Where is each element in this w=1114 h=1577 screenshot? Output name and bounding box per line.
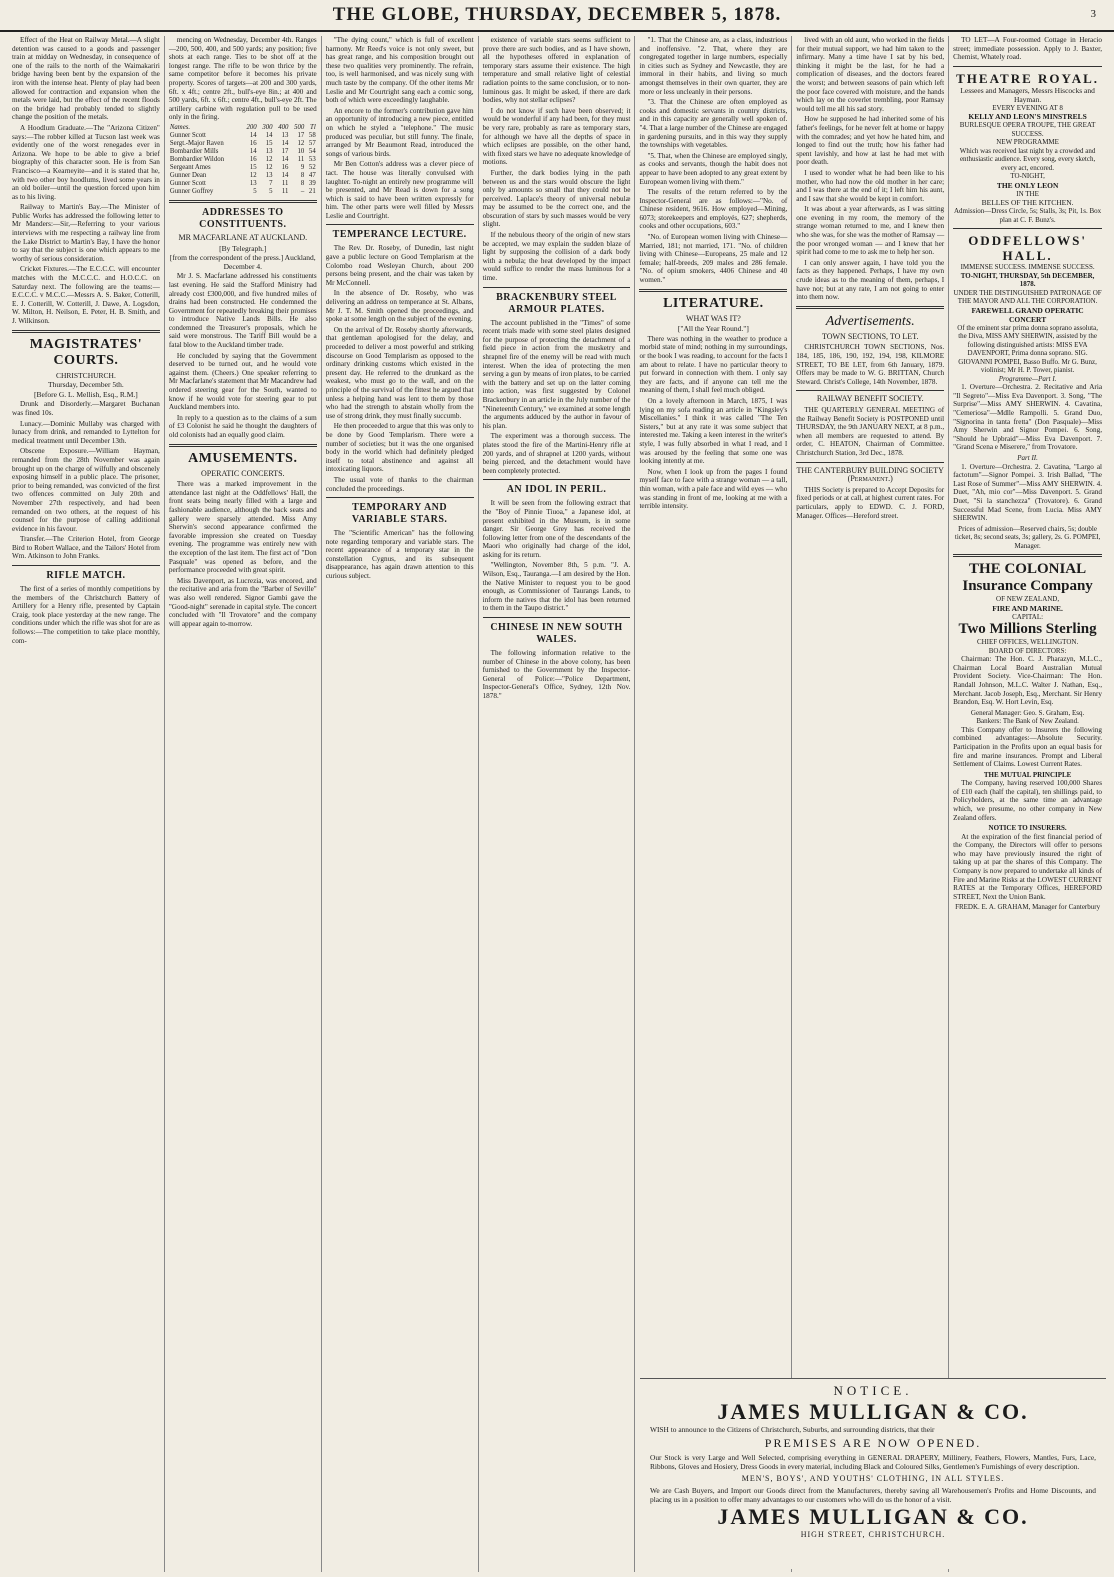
section-heading: AMUSEMENTS.	[188, 450, 298, 466]
ad-text: THIS Society is prepared to Accept Deposits for fixed periods or at call, at highest current rates. For particulars, apply to EDWD. C. J. FORD, Manager. Offices—Hereford street.	[796, 485, 945, 520]
article-paragraph: He concluded by saying that the Government deserved to be turned out, and he would vote against them. (Cheers.) One speaker referring to Mr Macfarlane's statement that Mr Macandrew had ordered steering gear for the South, wanted to know if he would vote for steering gear to put Auckland members into.	[168, 351, 317, 412]
score-cell: 7	[269, 179, 273, 187]
score-cell: 400	[278, 123, 289, 131]
colonial-offices: CHIEF OFFICES, WELLINGTON.	[976, 638, 1079, 647]
ad-heading: THE CANTERBURY BUILDING SOCIETY (Permanent.)	[796, 465, 944, 484]
article-paragraph: Lunacy.—Dominic Mullaby was charged with lunacy from drink, and remanded to Lyttelton for medical treatment until December 13th.	[12, 419, 160, 445]
article-paragraph: Further, the dark bodies lying in the path between us and the stars would obscure the light only by amounts so small that they could not be perceived. Laplace's theory of universal nebulæ may be assumed to be the correct one, and the obscuration of stars by such masses would be very slight.	[482, 168, 631, 229]
ad-heading: RAILWAY BENEFIT SOCIETY.	[816, 394, 924, 404]
score-name-cell: Sergt.-Major Raven	[169, 139, 224, 147]
article-paragraph: mencing on Wednesday, December 4th. Ranges—200, 500, 400, and 500 yards; any position; five shots at each range. Ties to be shot off at the longest range. The rifle to be won thrice by the same competitor before it becomes his private property. Scores of targets—at 200 and 300 yards, 6ft. x 4ft.; centre 2ft., bull's-eye 8in.; at 400 and 500 yards, 6ft. x 6ft.; centre 4ft., bull's-eye 2ft. The artillery carbine with regulation pull to be used only in the firing.	[168, 36, 317, 122]
divider	[12, 565, 160, 566]
divider	[483, 287, 631, 288]
score-header-row	[169, 124, 317, 132]
score-cell: 13	[265, 147, 273, 155]
article-paragraph: "The dying count," which is full of excellent harmony. Mr Reed's voice is not only sweet, but has great range, and his composition brought out these two qualities very prominently. The refrain, too, is well harmonised, and was nicely sung with much taste by the company. Of the other items Mr Leslie and Mr Courtright sang each a comic song, both of which were exceedingly laughable.	[325, 36, 474, 105]
score-cell: 300	[262, 123, 273, 131]
article-paragraph: How he supposed he had inherited some of his father's feelings, for he never felt at home or happy with the comrades; and yet how he hated him, and longed to find out the truth; how his father had spent lavishly, and how at last he had met with poor death.	[796, 115, 945, 167]
score-row	[169, 172, 317, 180]
colonial-manager: General Manager: Geo. S. Graham, Esq.	[970, 708, 1085, 717]
score-cell: 15	[265, 139, 273, 147]
article-paragraph: existence of variable stars seems sufficient to prove there are such bodies, and as I have shown, all the hypotheses offered in explanation of temporary stars assume their existence. The high temperature and small relative light of celestial radiation points to the same conclusion, or to non-luminous gas. It might be asked, if there are dark bodies, why not stellar eclipses?	[482, 36, 631, 105]
score-cell: 14	[281, 155, 289, 163]
score-cell: 21	[308, 187, 316, 195]
score-cell: 8	[300, 171, 305, 179]
article-paragraph: Effect of the Heat on Railway Metal.—A slight detention was caused to a goods and passenger train at midday on Wednesday, in consequence of one of the rails to the north of the Waimakariri bridge having been bent by the expansion of the iron with the intense heat. Plenty of play had been allowed for contraction and expansion when the metals were laid, but the effect of the recent floods on the bridge had probably tended to slightly change the position of the metals.	[12, 36, 160, 122]
notice-clothing: MEN'S, BOYS', AND YOUTHS' CLOTHING, IN ALL STYLES.	[741, 1474, 1005, 1483]
article-paragraph: The results of the return referred to by the Inspector-General are as follows:—"No. of Chinese resident, 9616. How employed—Mining, 6073; storekeepers and employés, 627; shepherds, cooks and other occupations, 603."	[639, 188, 788, 231]
theatre-title: THEATRE ROYAL.	[956, 70, 1100, 86]
notice-text: WISH to announce to the Citizens of Christchurch, Suburbs, and surrounding districts, that their	[650, 1425, 935, 1434]
score-cell: 11	[297, 155, 305, 163]
score-name-cell: Sergeant Ames	[169, 163, 211, 171]
divider	[326, 497, 474, 498]
ad-heading: TOWN SECTIONS, TO LET.	[821, 331, 919, 341]
score-row	[169, 132, 317, 140]
score-name-cell: Gunner Goffrey	[169, 187, 214, 195]
score-row	[169, 180, 317, 188]
colonial-mutual: THE MUTUAL PRINCIPLE	[983, 770, 1072, 779]
date-line: Thursday, December 5th.	[48, 380, 124, 390]
article-paragraph: The usual vote of thanks to the chairman concluded the proceedings.	[325, 475, 474, 493]
article-paragraph: Drunk and Disorderly.—Margaret Buchanan was fined 10s.	[12, 400, 160, 417]
score-cell: 5	[269, 187, 273, 195]
divider	[169, 200, 317, 203]
score-cell: 17	[281, 147, 289, 155]
source-line: ["All the Year Round."]	[677, 324, 749, 334]
colonial-two-millions: Two Millions Sterling	[958, 621, 1097, 638]
bench-line: [Before G. L. Mellish, Esq., R.M.]	[34, 389, 138, 399]
article-paragraph: In the absence of Dr. Roseby, who was delivering an address on temperance at St. Albans, Mr J. T. M. Smith opened the proceedings, and spoke at some length on the subject of the evening.	[325, 289, 474, 324]
score-cell: 8	[300, 179, 305, 187]
divider	[953, 554, 1102, 557]
score-cell: 500	[294, 123, 305, 131]
column-5	[635, 36, 792, 1572]
place-line: CHRISTCHURCH.	[56, 370, 116, 380]
divider	[796, 462, 944, 463]
article-paragraph: "3. That the Chinese are often employed as cooks and domestic servants in country districts, and in this capacity are generally well spoken of. "4. That a large number of the Chinese are engaged in gardening pursuits, and in this way they supply the townships with vegetables.	[639, 98, 788, 150]
oddfellows-prices: Prices of admission—Reserved chairs, 5s; double ticket, 8s; second seats, 3s; gallery, 2s. G. POMPEI, Manager.	[954, 524, 1101, 550]
score-cell: 14	[249, 131, 257, 139]
mulligan-notice	[640, 1378, 1106, 1569]
article-paragraph: Cricket Fixtures.—The E.C.C.C. will encounter matches with the M.C.C.C. and H.O.C.C. on Saturday next. The following are the teams:—E.C.C.C. v M.C.C.—Messrs A. S. Baker, Cotterill, E. J. Cotterill, W. Cotterill, J. Dawe, A. Logsdon, W. Milton, H. Neilson, E. Peter, H. B. Smith, and J. Wilkinson.	[12, 265, 160, 325]
article-paragraph: "1. That the Chinese are, as a class, industrious and inoffensive. "2. That, where they are congregated together in large numbers, especially in cities such as Sydney and Newcastle, they are immoral in their habits, and living so much amongst themselves in their own quarter, they are more or less uncleanly in their persons.	[639, 36, 788, 96]
oddfellows-part2: Part II.	[1017, 454, 1038, 463]
score-row	[169, 140, 317, 148]
divider	[639, 289, 787, 292]
theatre-admission: Admission—Dress Circle, 5s; Stalls, 3s; Pit, 1s. Box plan at C. F. Bunz's.	[953, 207, 1102, 224]
correspondent-line: [from the correspondent of the press.] Auckland, December 4.	[169, 253, 316, 271]
colonial-board: BOARD OF DIRECTORS:	[988, 646, 1067, 655]
score-cell: 17	[297, 131, 305, 139]
article-paragraph: The experiment was a thorough success. The plates stood the fire of the Martini-Henry rifle at 200 yards, and of shrapnel at 1200 yards, without being pierced, and the detachment would have been completely protected.	[482, 432, 631, 475]
article-paragraph: "5. That, when the Chinese are employed singly, as cooks and servants, though the habit does not appear to have been adopted to any great extent by European women living with them."	[639, 151, 788, 186]
notice-stock: Our Stock is very Large and Well Selected, comprising everything in GENERAL DRAPERY, Millinery, Feathers, Flowers, Mantles, Furs, Lace, Ribbons, Gloves and Hosiery, Dress Goods in every material, including Black and Coloured Silks, Gentlemen's Furnishings of every description.	[650, 1453, 1096, 1471]
theatre-text: Which was received last night by a crowded and enthusiastic audience. Every song, every sketch, every act, encored.	[959, 146, 1096, 172]
notice-address: HIGH STREET, CHRISTCHURCH.	[800, 1530, 946, 1539]
article-paragraph: Mr J. S. Macfarlane addressed his constituents last evening. He said the Stafford Ministry had already cost £300,000, and five hundred miles of drains had been constructed. He condemned the Government for repeatedly breaking their promises to introduce Native Lands Bills. He also condemned the Treasurer's proposals, which he said were monstrous. The Tariff Bill would be a fatal blow to the Auckland timber trade.	[168, 272, 317, 350]
score-cell: 11	[281, 187, 289, 195]
divider	[953, 66, 1102, 67]
section-heading: AN IDOL IN PERIL.	[506, 484, 607, 496]
article-paragraph: The "Scientific American" has the following note regarding temporary and variable stars. The recent appearance of a temporary star in the constellation Cygnus, and its subsequent disappearance, has again drawn attention to this curious subject.	[325, 529, 474, 581]
oddfellows-cast: Of the eminent star prima donna soprano assoluta, the Diva, MISS AMY SHERWIN, assisted by the following distinguished artists: MISS EVA DAVENPORT, Prima donna soprano. SIG. GIOVANNI POMPEI, Basso Buffo. Mr G. Bunz, violinist; Mr H. P. Tower, pianist.	[957, 323, 1098, 375]
divider	[796, 390, 944, 391]
score-cell: 12	[265, 163, 273, 171]
score-table-body	[169, 124, 317, 196]
theatre-every: EVERY EVENING AT 8	[992, 103, 1063, 112]
score-name-cell: Gunner Scott	[169, 179, 206, 187]
score-cell: 9	[300, 163, 305, 171]
score-cell: 52	[308, 163, 316, 171]
section-heading: TEMPORARY AND VARIABLE STARS.	[351, 502, 448, 526]
article-paragraph: The following information relative to the number of Chinese in the above colony, has been furnished to the Government by the Inspector-General of Police:—"Police Department, Inspector-General's Office, Sydney, 12th Nov. 1878."	[482, 649, 631, 700]
article-paragraph: "Wellington, November 8th, 5 p.m. "J. A. Wilson, Esq., Tauranga.—I am desired by the Hon. the Native Minister to request you to be good enough, as Commissioner of Taurangs Lands, to inform the natives that the idol has been returned to them in the Taupo district."	[482, 561, 631, 613]
masthead	[0, 0, 1114, 32]
score-cell: 13	[281, 131, 289, 139]
article-paragraph: I used to wonder what he had been like to his mother, who had now the old mother in her care; and I was there at the end of it; I left him his aunt, and I saw that she would be kept in comfort.	[796, 168, 945, 203]
score-name-cell: Names.	[169, 123, 191, 131]
score-cell: 14	[281, 171, 289, 179]
divider	[483, 617, 631, 618]
score-name-cell: Bombardier Wildon	[169, 155, 225, 163]
score-cell: 53	[308, 155, 316, 163]
article-paragraph: If the nebulous theory of the origin of new stars be accepted, we may explain the sudden blaze of light by supposing the collision of a dark body with a nebula; the heat developed by the impact would suffice to render the mass luminous for a time.	[482, 231, 631, 283]
article-paragraph: I do not know if such have been observed; it would be wonderful if any had been, for they must be very rare, probably as rare as temporary stars, for although we have all the depths of space in which eclipses are possible, on the other hand, with fixed stars we have no adequate knowledge of motions.	[482, 106, 631, 167]
score-cell: Tl	[310, 123, 316, 131]
score-cell: 57	[308, 139, 316, 147]
score-cell: 16	[249, 155, 257, 163]
divider	[796, 306, 944, 309]
score-row	[169, 164, 317, 172]
sub-heading: OPERATIC CONCERTS.	[201, 468, 285, 478]
score-cell: 13	[265, 171, 273, 179]
score-name-cell: Gunner Scott	[169, 131, 206, 139]
score-cell: 5	[253, 187, 257, 195]
divider	[169, 444, 317, 447]
colonial-fire: FIRE AND MARINE.	[992, 603, 1063, 613]
telegraph-line: [By Telegraph.]	[219, 243, 267, 253]
column-6	[792, 36, 949, 1572]
oddfellows-title: ODDFELLOWS' HALL.	[968, 233, 1087, 264]
ad-text: The Company, having reserved 100,000 Shares of £10 each (half the capital), ten shillings paid, to Policyholders, at the same time an advantage which, we presume, no other company in New Zealand offers.	[953, 779, 1103, 822]
section-heading: LITERATURE.	[663, 295, 764, 311]
column-1	[8, 36, 165, 1572]
score-cell: 58	[308, 131, 316, 139]
article-paragraph: It will be seen from the following extract that the "Boy of Pinnie Tiuoa," a Japanese idol, at present exhibited in the Museum, is in some danger. Sir George Grey has received the following letter from one of the descendants of the Maori who originally had charge of the idol, asking for its return.	[482, 499, 631, 559]
notice-firm: JAMES MULLIGAN & CO.	[717, 1399, 1029, 1424]
score-row	[169, 156, 317, 164]
ad-text: THE QUARTERLY GENERAL MEETING of the Railway Benefit Society is POSTPONED until THURSDAY, the 9th JANUARY NEXT, at 8 p.m., when all members are requested to attend. By order, C. HEATON, Chairman of Committee. Christchurch Station, 3rd Dec., 1878.	[796, 405, 945, 457]
article-paragraph: A Hoodlum Graduate.—The "Arizona Citizen" says:—The robber killed at Tucson last week was evidently one of the worst renegades ever in Arizona. We hope to be able to give a brief biography of this character soon. He is from San Francisco—a Kearneyite—and it is stated that he, with two other boy hoodlums, lived some years in an old boiler—until the question forced upon him as to his living.	[12, 123, 160, 201]
article-paragraph: There was nothing in the weather to produce a morbid state of mind; nothing in my surroundings, or the book I was reading, to account for the facts I am about to relate. I have no particular theory to put forward in connection with them. I only say they are facts, and if anyone can tell me the meaning of them, I shall feel much obliged.	[639, 334, 788, 395]
column-7	[949, 36, 1106, 1572]
score-cell: 14	[249, 147, 257, 155]
article-paragraph: I can only answer again, I have told you the facts as they happened. Perhaps, I have my own crude ideas as to the meaning of them, perhaps, I have not; but at any rate, I am not going to enter into them now.	[796, 258, 945, 302]
score-cell: 16	[281, 163, 289, 171]
article-paragraph: It was about a year afterwards, as I was sitting one evening in my room, the memory of the strange woman returned to me, and I knew then who she was, for she was the mother of Ramsay — the poor wronged woman — and I knew that her spirit had come to me to ask me to help her son.	[796, 205, 945, 257]
article-paragraph: lived with an old aunt, who worked in the fields for their mutual support, we had him taken to the infirmary. Many a time have I sat by his bed, thinking it might be the last, for he had a complication of diseases, and the doctors feared the worst; and between seasons of pain which left the poor face covered with moisture, and the hands which lay on the coverlet trembling, poor Ramsay would tell me all his sad story.	[796, 36, 945, 113]
ad-text: 1. Overture—Orchestra. 2. Recitative and Aria "Il Segreto"—Miss Eva Davenport. 3. Song, "The Surprise"—Miss AMY SHERWIN. 4. Cavatina, "Cemeriosa"—Mdlle Rampolli. 5. Grand Duo, "Signorina in tanta fretta" (Don Pasquale)—Miss Amy Sherwin and Signor Pompei. 6. Song, "Should he Upbraid"—Miss Eva Davenport. 7. "Grand Scena e Miserere," from Trovatore.	[953, 383, 1103, 452]
article-paragraph: On the arrival of Dr. Roseby shortly afterwards, that gentleman apologised for the delay, and proceeded to deliver a most powerful and striking discourse on Good Templarism as opposed to the ordinary drinking customs which existed in the present day. He referred to the drunkard as the weakest, who must go to the wall, and on the principle of the survival of the fittest he argued that unless a helping hand was lent to them by those who had the strength to abstain wholly from the use of strong drink, they must finally succumb.	[325, 325, 474, 420]
ad-text: TO LET—A Four-roomed Cottage in Heracio street; immediate possession. Apply to J. Baxter, Chemist, Whately road.	[953, 36, 1103, 62]
score-row	[169, 148, 317, 156]
theatre-opera: BURLESQUE OPERA TROUPE, THE GREAT SUCCESS.	[959, 121, 1096, 138]
page-number: 3	[1090, 8, 1096, 20]
article-paragraph: The account published in the "Times" of some recent trials made with some steel plates designed for the purpose of protecting the detachment of a field piece in action from the musketry and shrapnel fire of the enemy will be read with much interest. When the idea of protecting the men serving a gun by means of iron plates, to be carried with the battery and set up on the latter coming into action, was first suggested by Colonel Brackenbury in an article in the July number of the "Nineteenth Century," we examined at some length the arguments adduced by the author in favour of his plan.	[482, 318, 631, 430]
column-4	[479, 36, 636, 1572]
article-paragraph: "No. of European women living with Chinese—Married, 181; not married, 171. "No. of children living with Chinese—Europeans, 25 male and 12 female; half-breeds, 209 males and 286 female. "No. of opium smokers, 4406 Chinese and 40 women."	[639, 233, 788, 285]
score-cell: –	[300, 187, 305, 195]
sub-heading: MR MACFARLANE AT AUCKLAND.	[178, 232, 308, 242]
notice-title: NOTICE.	[833, 1383, 913, 1398]
colonial-bankers: Bankers: The Bank of New Zealand.	[976, 717, 1079, 726]
score-cell: 13	[249, 179, 257, 187]
score-cell: 39	[308, 179, 316, 187]
score-cell: 47	[308, 171, 316, 179]
article-paragraph: He then proceeded to argue that this was only to be done by Good Templarism. There were a number of societies; but it was the one organised body in the world which had definitely pledged itself to total abstinence and against all intoxicating liquors.	[325, 422, 474, 474]
score-name-cell: Gunner Dean	[169, 171, 207, 179]
theatre-in-the: IN THE	[1016, 189, 1039, 198]
article-paragraph: Now, when I look up from the pages I found myself face to face with a strange woman — a tall, thin woman, with a pale face and wild eyes — who was standing in front of me, looking at me with a terrible intensity.	[639, 467, 788, 511]
colonial-notice: NOTICE TO INSURERS.	[988, 824, 1067, 833]
section-heading: RIFLE MATCH.	[46, 570, 126, 582]
score-table	[169, 124, 317, 196]
article-paragraph: In reply to a question as to the claims of a sum of £3 Colonist he said he thought the daughters of old colonists had an equally good claim.	[168, 413, 317, 439]
oddfellows-tonight: TO-NIGHT, THURSDAY, 5th DECEMBER, 1878.	[960, 271, 1095, 289]
article-paragraph: There was a marked improvement in the attendance last night at the Oddfellows' Hall, the front seats being nearly filled with a large and fashionable audience, although the back seats and gallery were sparsely attended. Miss Amy Sherwin's second appearance confirmed the favorable impression she created on Tuesday evening. The programme was entirely new with the exception of the last item. The first act of "Don Pasquale" was opened as before, and the performance proceeded with great spirit.	[168, 480, 317, 575]
theatre-belles: BELLES OF THE KITCHEN.	[981, 198, 1074, 208]
section-heading: CHINESE IN NEW SOUTH WALES.	[490, 622, 623, 646]
divider	[483, 479, 631, 480]
section-heading: ADDRESSES TO CONSTITUENTS.	[199, 206, 287, 230]
oddfellows-patron: UNDER THE DISTINGUISHED PATRONAGE OF THE MAYOR AND ALL THE CORPORATION.	[953, 288, 1102, 306]
score-cell: 12	[297, 139, 305, 147]
columns	[8, 36, 1106, 1572]
article-paragraph: Miss Davenport, as Lucrezia, was encored, and the recitative and aria from the "Barber of Seville" was also well rendered. Signor Gambi gave the "Good-night" serenade in capital style. The concert concluded with "Il Trovatore" and the company will appear again to-morrow.	[168, 576, 317, 628]
score-cell: 15	[249, 163, 257, 171]
divider	[953, 228, 1102, 229]
article-paragraph: The first of a series of monthly competitions by the members of the Christchurch Battery of Artillery for a Henry rifle, presented by Captain Craig, took place yesterday at the new range. The conditions under which the rifle was shot for are as follows:—The competition to take place monthly, com-	[12, 585, 160, 645]
divider	[12, 330, 160, 333]
divider	[326, 224, 474, 225]
article-paragraph: Mr Ben Cotton's address was a clever piece of tact. The house was literally convulsed with laughter. To-night an entirely new programme will be presented, and Mr Read is down for a song which is said to have been written expressly for him. The other parts were well filled by Messrs Leslie and Courtright.	[325, 160, 474, 220]
colonial-title: THE COLONIAL Insurance Company	[962, 561, 1093, 595]
colonial-sign: FREDK. E. A. GRAHAM, Manager for Canterbury	[955, 903, 1101, 912]
notice-cash: We are Cash Buyers, and Import our Goods direct from the Manufacturers, thereby saving all Warehousemen's Profits and Home Discounts, and placing us in a position to offer many advantages to our customers who will do us the honor of a visit.	[650, 1486, 1096, 1504]
oddfellows-farewell: FAREWELL GRAND OPERATIC CONCERT	[971, 305, 1084, 324]
notice-premises: PREMISES ARE NOW OPENED.	[764, 1436, 982, 1450]
theatre-only: THE ONLY LEON	[996, 180, 1059, 190]
column-2	[165, 36, 322, 1572]
article-paragraph: Railway to Martin's Bay.—The Minister of Public Works has addressed the following letter to Mr Manders:—Sir,—Referring to your various interviews with me respecting a railway line from the Lake District to Martin's Bay, I have the honor to say that the subject is one which appears to me worthy of serious consideration.	[12, 203, 160, 263]
colonial-capital: CAPITAL:	[1012, 612, 1044, 621]
ad-text: At the expiration of the first financial period of the Company, the Directors will offer to persons who may have previously insured the right of taking up at par the shares of this Company. The Company is now prepared to undertake all kinds of Fire and Marine Risks at the LOWEST CURRENT RATES at the Temporary Offices, HEREFORD STREET, Next the Union Bank.	[953, 832, 1103, 901]
score-cell: 54	[308, 147, 316, 155]
score-name-cell: Bombardier Mills	[169, 147, 219, 155]
ad-text: Chairman: The Hon. C. J. Pharazyn, M.L.C., Chairman Local Board Australian Mutual Provident Society. Vice-Chairman: The Hon. Randall Johnson, M.L.C. Walter J. Nathan, Esq., Merchant. Jacob Joseph, Esq., Merchant. Sir Henry Brandon, Esq. W. Hort Levin, Esq.	[953, 655, 1103, 707]
score-cell: 14	[281, 139, 289, 147]
score-cell: 14	[265, 131, 273, 139]
article-paragraph: Obscene Exposure.—William Hayman, remanded from the 28th November was again brought up on the charge of wilfully and obscenely exposing himself in a public place. The prisoner, prior to being remanded, was convicted of the first two offences committed on July 20th and November 27th respectively, and had been remanded on two others, at the request of his counsel for the purpose of calling additional evidence in his favour.	[12, 447, 160, 533]
article-paragraph: An encore to the former's contribution gave him an opportunity of introducing a new piece, entitled on which he styled a "telephone." The music produced was peculiar, but still funny. The finale, arranged by Mr Beaumont Read, introduced the songs of various birds.	[325, 106, 474, 158]
theatre-lessee: Lessees and Managers, Messrs Hiscocks and Hayman.	[960, 85, 1095, 104]
oddfellows-success: IMMENSE SUCCESS. IMMENSE SUCCESS.	[960, 263, 1095, 272]
score-cell: 16	[249, 139, 257, 147]
score-cell: 200	[246, 123, 257, 131]
score-cell: 11	[281, 179, 289, 187]
section-heading: BRACKENBURY STEEL ARMOUR PLATES.	[496, 291, 617, 315]
sub-heading: WHAT WAS IT?	[685, 313, 741, 323]
newspaper-title: THE GLOBE, THURSDAY, DECEMBER 5, 1878.	[332, 4, 782, 25]
colonial-of: OF NEW ZEALAND,	[996, 595, 1060, 604]
article-paragraph: The Rev. Dr. Roseby, of Dunedin, last night gave a public lecture on Good Templarism at the Colombo road Wesleyan Church, about 200 persons being present, and the chair was taken by Mr McConnell.	[325, 244, 474, 287]
article-paragraph: Transfer.—The Criterion Hotel, from George Bird to Robert Wallace, and the Tailors' Hotel from Wm. Atkinson to John Franks.	[12, 535, 160, 561]
column-3	[322, 36, 479, 1572]
score-cell: 12	[265, 155, 273, 163]
ad-text: This Company offer to Insurers the following combined advantages:—Absolute Security. Participation in the Profits upon an equal basis for fire and marine insurances. Prompt and Liberal Settlement of Claims. Lowest Current Rates.	[953, 725, 1103, 769]
section-heading: TEMPERANCE LECTURE.	[332, 229, 467, 241]
theatre-tonight: TO-NIGHT,	[1010, 172, 1045, 181]
score-row	[169, 188, 317, 196]
score-cell: 12	[249, 171, 257, 179]
ad-text: 1. Overture—Orchestra. 2. Cavatina, "Largo al factotum"—Signor Pompei. 3. Irish Ballad, "The Last Rose of Summer"—Miss AMY SHERWIN. 4. Duet, "Ah, mio cor"—Miss Davenport. 5. Grand Duet, "Si la stanchezza" (Trovatore). 6. Grand Successful Mad Scene, from Lucia. Miss AMY SHERWIN.	[953, 462, 1103, 523]
advertisements-heading: Advertisements.	[825, 313, 915, 329]
ad-text: CHRISTCHURCH TOWN SECTIONS, Nos. 184, 185, 186, 190, 192, 194, 198, KILMORE STREET, TO BE LET, from 6th January, 1879. Offers may be made to W. G. BRITTAN, Church Steward. Christ's College, 14th November, 1878.	[796, 343, 945, 386]
score-cell: 10	[297, 147, 305, 155]
article-paragraph: On a lovely afternoon in March, 1875, I was lying on my sofa reading an article in "Kingsley's Miscellanies." I think it was called "The Ten Sisters," but at any rate it was some subject that interested me. Taking a keen interest in the writer's style, I was fully absorbed in what I read, and I was aroused by the feeling that some one was looking intently at me.	[639, 396, 788, 466]
notice-firm-footer: JAMES MULLIGAN & CO.	[717, 1504, 1029, 1529]
section-heading: MAGISTRATES' COURTS.	[29, 336, 143, 368]
theatre-show: KELLY AND LEON'S MINSTRELS	[968, 112, 1087, 122]
oddfellows-programme: Programme—Part I.	[998, 374, 1057, 383]
theatre-new: NEW PROGRAMME	[996, 138, 1059, 147]
